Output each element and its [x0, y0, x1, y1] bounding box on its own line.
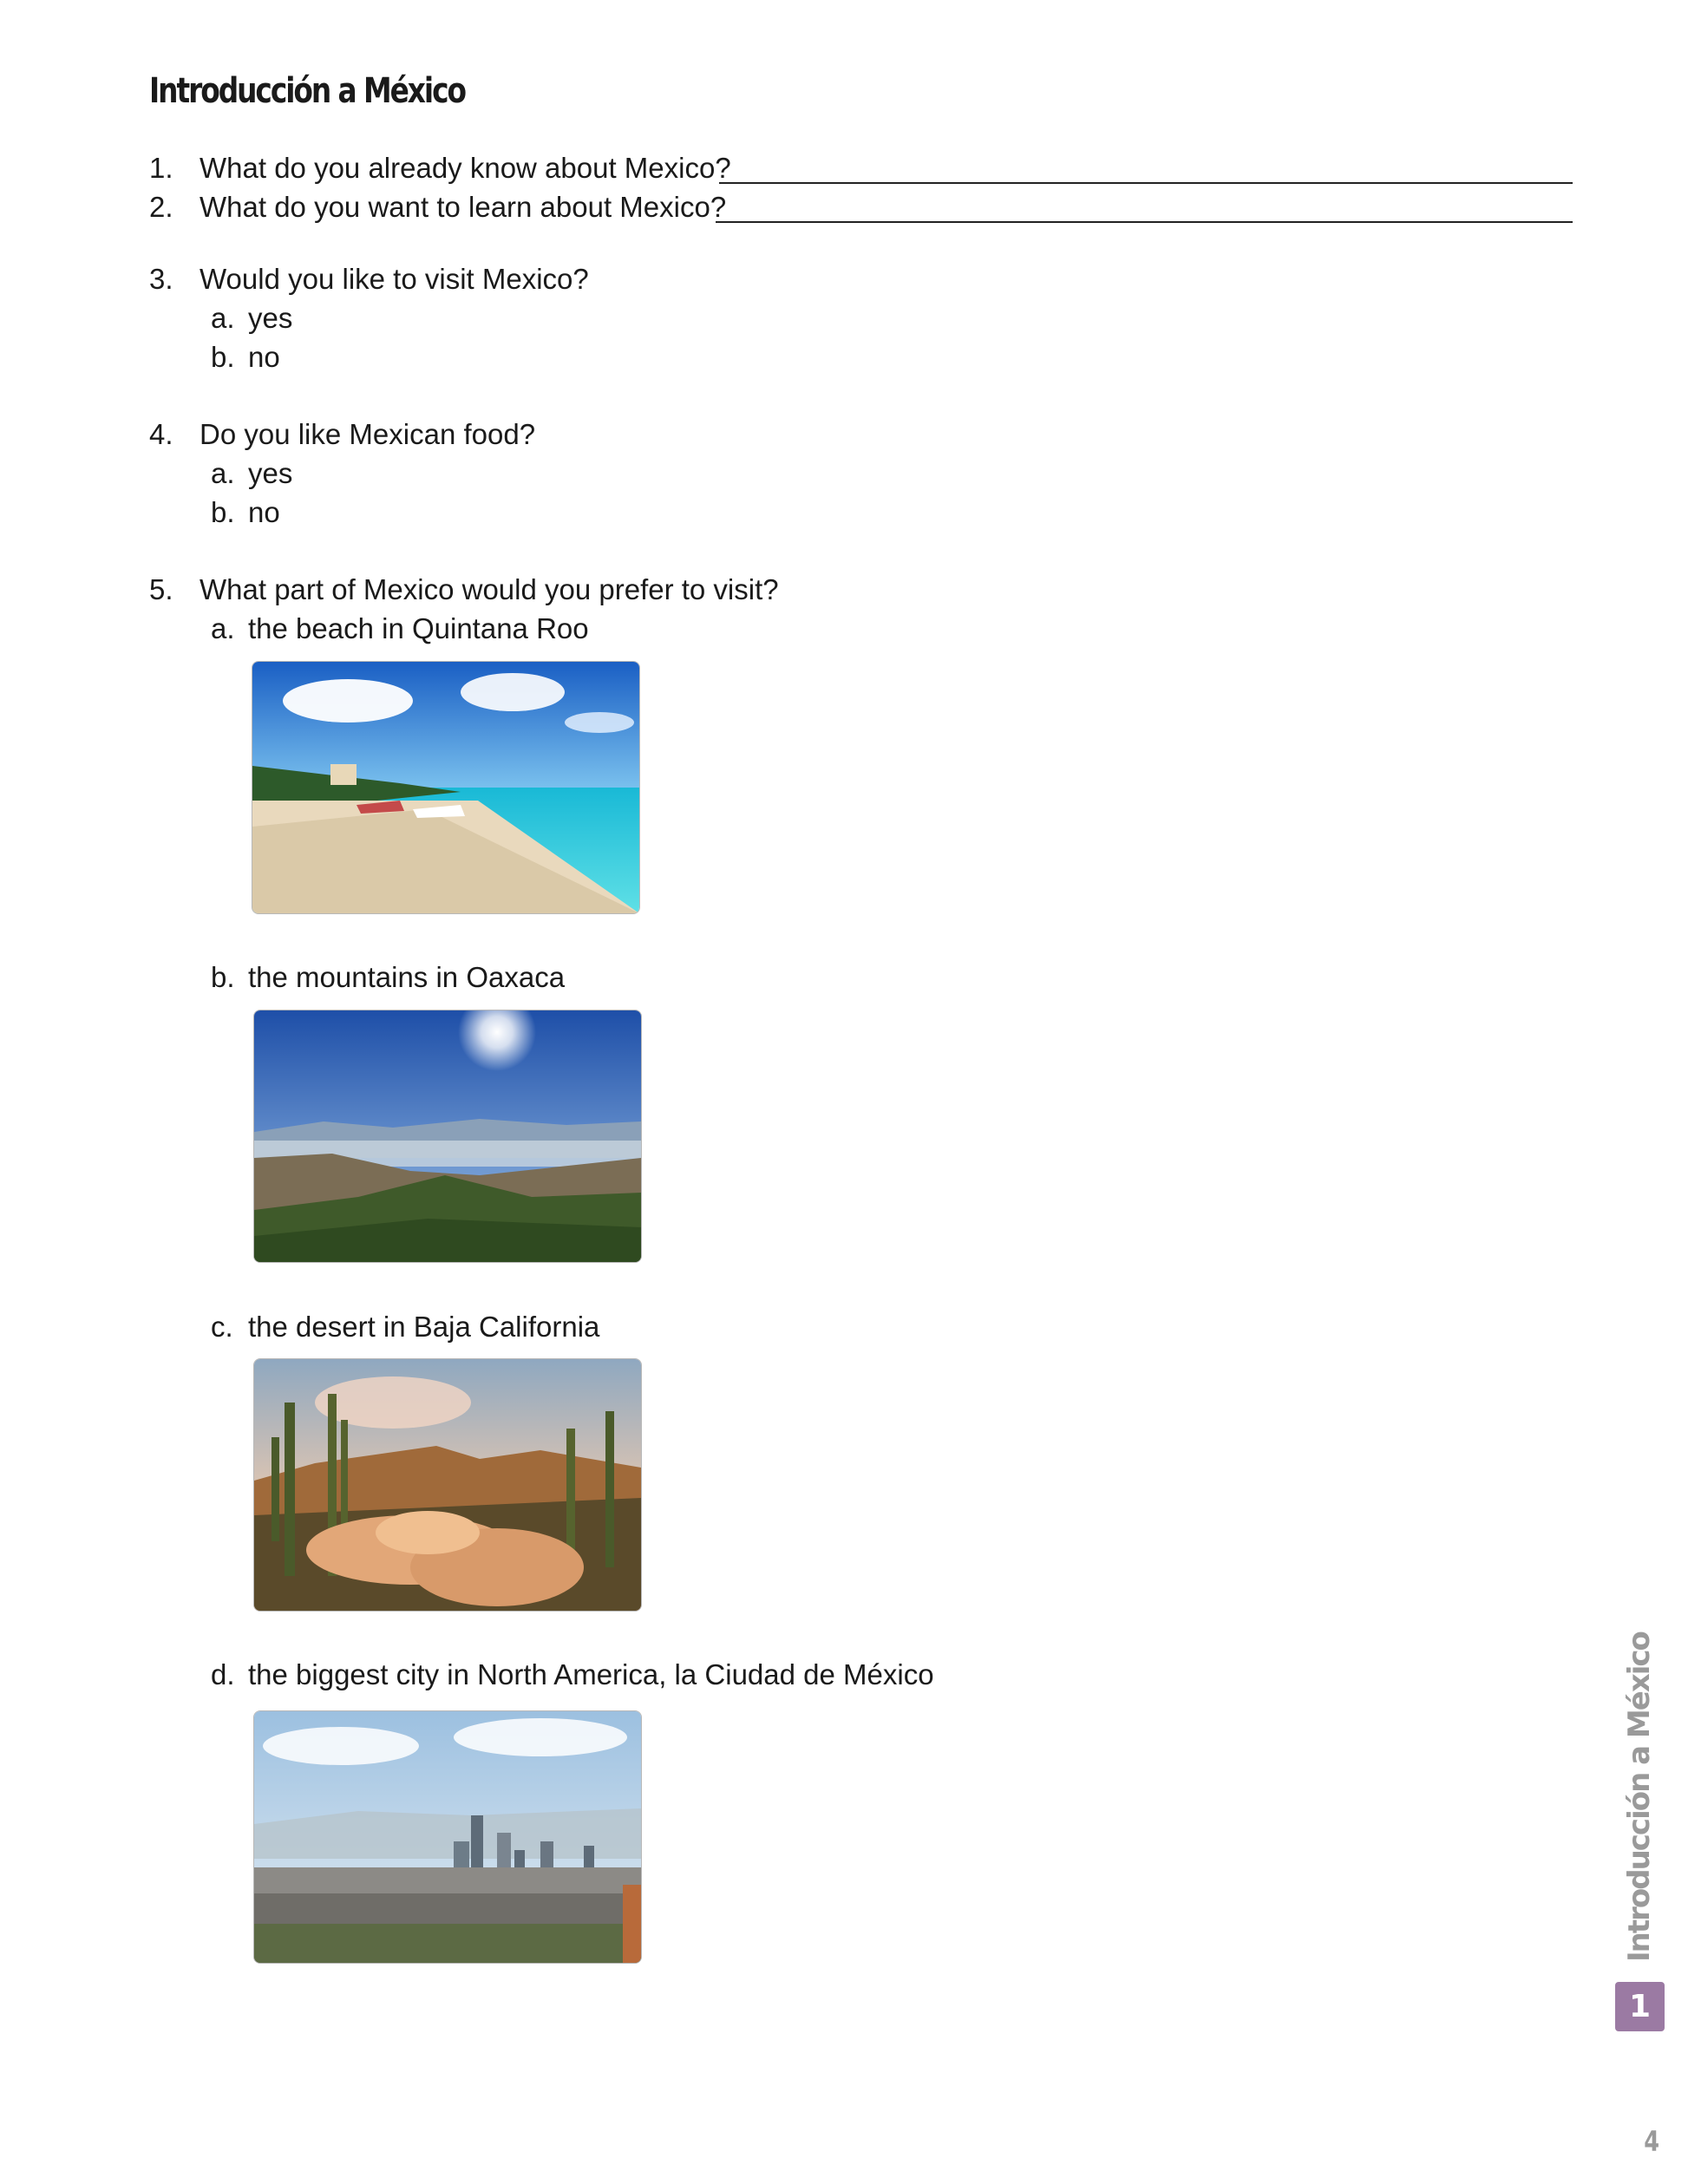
option-letter: c. [211, 1311, 233, 1343]
option-text: the mountains in Oaxaca [248, 961, 566, 993]
side-chapter-label: Introducción a México [1622, 1632, 1657, 1962]
option-letter: a. [211, 457, 235, 489]
question-text: What part of Mexico would you prefer to visit? [200, 573, 779, 605]
option-text: no [248, 496, 280, 528]
page-number: 4 [1644, 2125, 1660, 2158]
option-letter: d. [211, 1658, 235, 1690]
question-text: Would you like to visit Mexico? [200, 263, 589, 295]
answer-line-1[interactable] [719, 182, 1573, 184]
option-letter: b. [211, 496, 235, 528]
option-letter: b. [211, 341, 235, 373]
option-text: the beach in Quintana Roo [248, 612, 589, 644]
option-text: yes [248, 302, 293, 334]
question-number: 1. [149, 152, 173, 184]
desert-photo [253, 1358, 642, 1612]
city-photo [253, 1710, 642, 1964]
beach-photo [252, 661, 640, 914]
page-title: Introducción a México [149, 71, 465, 111]
option-letter: b. [211, 961, 235, 993]
option-letter: a. [211, 302, 235, 334]
question-number: 2. [149, 191, 173, 223]
question-number: 3. [149, 263, 173, 295]
option-text: the biggest city in North America, la Ciudad de México [248, 1658, 934, 1690]
option-text: yes [248, 457, 293, 489]
question-number: 4. [149, 418, 173, 450]
option-text: the desert in Baja California [248, 1311, 600, 1343]
question-text: Do you like Mexican food? [200, 418, 536, 450]
option-text: no [248, 341, 280, 373]
question-number: 5. [149, 573, 173, 605]
question-text: What do you want to learn about Mexico? [200, 191, 727, 223]
option-letter: a. [211, 612, 235, 644]
question-text: What do you already know about Mexico? [200, 152, 731, 184]
answer-line-2[interactable] [716, 221, 1573, 223]
mountains-photo [253, 1010, 642, 1263]
chapter-badge: 1 [1615, 1982, 1665, 2031]
